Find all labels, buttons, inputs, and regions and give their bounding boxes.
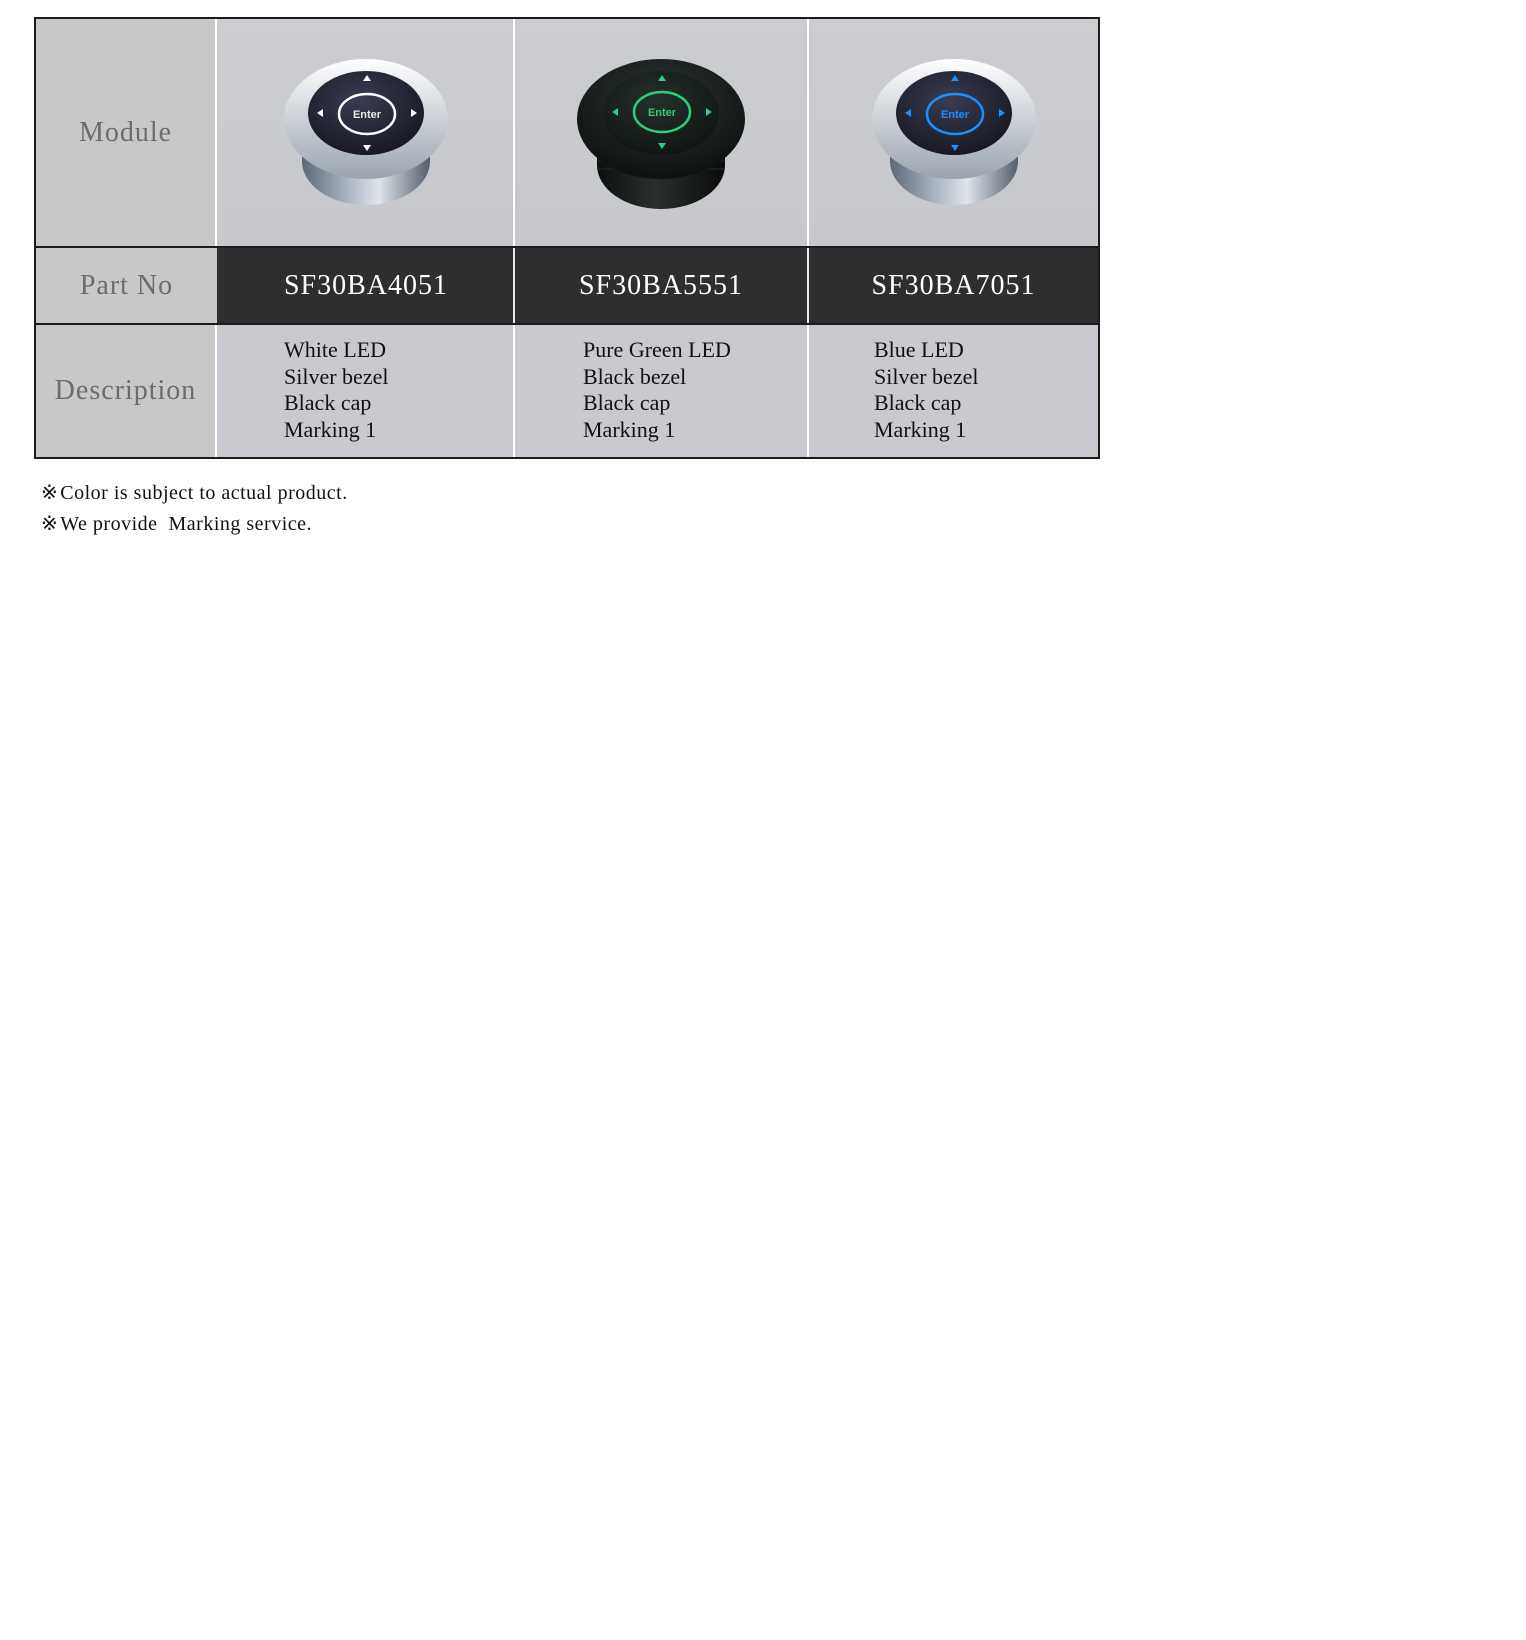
description-line: Marking 1 <box>874 416 967 442</box>
description-cell-1 <box>219 325 513 457</box>
part-number-2: SF30BA5551 <box>578 269 744 301</box>
footnote <box>41 509 348 540</box>
description-line: Black cap <box>583 390 671 415</box>
description-line: Black cap <box>284 390 372 415</box>
enter-key-label: Enter <box>352 108 382 121</box>
reference-mark: ※ <box>41 482 59 504</box>
footnote-text: Color is subject to actual product. <box>60 482 348 504</box>
footnote-text: We provide Marking service. <box>60 513 313 535</box>
description-line: White LED <box>284 337 387 362</box>
description-line: Blue LED <box>874 337 964 362</box>
enter-key-label: Enter <box>647 106 677 119</box>
product-image-1 <box>219 19 513 246</box>
product-image-2 <box>515 19 807 246</box>
description-line: Pure Green LED <box>583 337 731 362</box>
description-line: Black cap <box>874 390 962 415</box>
description-line: Silver bezel <box>284 363 389 389</box>
part-number-1: SF30BA4051 <box>283 269 449 301</box>
product-image-3 <box>809 19 1098 246</box>
part-no-row <box>36 248 1098 323</box>
description-line: Marking 1 <box>284 416 377 442</box>
description-row <box>36 325 1098 457</box>
part-no-label: Part No <box>36 248 217 323</box>
part-number-3: SF30BA7051 <box>871 269 1036 301</box>
module-row <box>36 19 1098 246</box>
enter-button-image-2 <box>576 53 746 213</box>
footnote <box>41 478 348 509</box>
description-cell-2 <box>515 325 807 457</box>
description-cell-3 <box>809 325 1098 457</box>
enter-button-image-3 <box>869 53 1039 213</box>
footnotes <box>41 478 348 540</box>
enter-key-label: Enter <box>940 108 969 121</box>
enter-button-image-1 <box>281 53 451 213</box>
spec-table <box>34 17 1100 459</box>
description-line: Marking 1 <box>583 416 676 442</box>
reference-mark: ※ <box>41 513 59 535</box>
description-line: Silver bezel <box>874 363 979 389</box>
module-label: Module <box>36 19 217 246</box>
description-line: Black bezel <box>583 363 687 389</box>
description-label: Description <box>36 325 217 457</box>
